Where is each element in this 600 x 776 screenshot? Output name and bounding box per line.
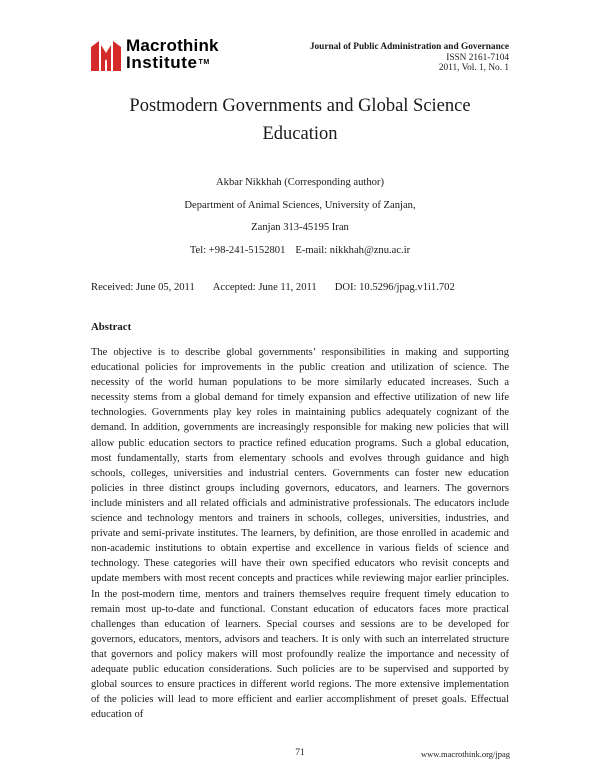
author-phone: Tel: +98-241-5152801 <box>189 244 286 256</box>
paper-title: Postmodern Governments and Global Science Education <box>129 96 471 144</box>
journal-header <box>310 42 509 74</box>
logo-line-2 <box>126 54 219 71</box>
logo-wordmark <box>126 37 219 71</box>
abstract-text: The objective is to describe global governments’ responsibilities in making and supporting educational policies for improvements in the public creation and utilization of science. The necessity of the world human populations to be more similarly educated increases. Such a necessity stems from a global demand for timely expansion and effective utilization of new life technologies. Governments play key roles in maintaining publics adequately cognizant of the demand. In addition, governments are increasingly responsible for making new policies that will allow public education sectors to practice refined education programs. Such a global education, most fundamentally, starts from elementary schools and evolves through guidance and high schools, colleges, universities and industrial centers. Governments can foster new education policies in three distinct groups including governors, educators, and learners. The governors include ministers and all related officials and administrative professionals. The educators include science and technology mentors and trainers in schools, colleges, universities, industries, and private and semi-private institutes. The learners, by definition, are those enrolled in academic and non-academic institutions to obtain expertise and excellence in various fields of science and technology. These categories will have their own specified educators who revisit concepts and update members with most recent concepts and practices while reviewing major earlier principles. In the post-modern time, mentors and trainers themselves require frequent timely education to remain most up-to-date and functional. Constant education of educators faces more practical challenges than education of learners. Special courses and sessions are to be developed for governors, educators, mentors, advisors and teachers. It is only with such an interrelated structure that governors and policy makers will most profoundly realize the importance and necessity of adequate public education considerations. Such policies are to be supervised and supported by global sources to ensure practices in different world regions. The more extensive implementation of the policies will lead to more efficient and earlier accomplishment of preset goals. Effectual education of <box>91 347 509 721</box>
logo-line-2-text: Institute <box>126 53 198 72</box>
journal-name: Journal of Public Administration and Governance <box>309 42 509 52</box>
doi-link[interactable]: DOI: 10.5296/jpag.v1i1.702 <box>334 282 455 293</box>
page-number: 71 <box>295 748 305 758</box>
journal-issn: ISSN 2161-7104 <box>446 52 509 63</box>
macrothink-logo-icon <box>89 39 123 73</box>
author-email[interactable]: E-mail: nikkhah@znu.ac.ir <box>295 244 411 256</box>
author-block <box>90 172 510 262</box>
received-date: Received: June 05, 2011 <box>91 282 195 293</box>
author-address: Zanjan 313-45195 Iran <box>251 222 349 233</box>
trademark-mark: TM <box>198 59 210 66</box>
logo-line-1: Macrothink <box>126 36 219 55</box>
accepted-date: Accepted: June 11, 2011 <box>212 282 317 293</box>
author-name: Akbar Nikkhah (Corresponding author) <box>216 177 384 188</box>
publisher-logo <box>89 37 239 77</box>
author-contact <box>90 240 510 263</box>
author-department: Department of Animal Sciences, University of Zanjan, <box>184 199 416 211</box>
journal-issue: 2011, Vol. 1, No. 1 <box>438 63 509 73</box>
footer-website[interactable]: www.macrothink.org/jpag <box>421 749 510 759</box>
abstract-heading: Abstract <box>91 321 132 333</box>
publication-dates <box>91 282 455 293</box>
